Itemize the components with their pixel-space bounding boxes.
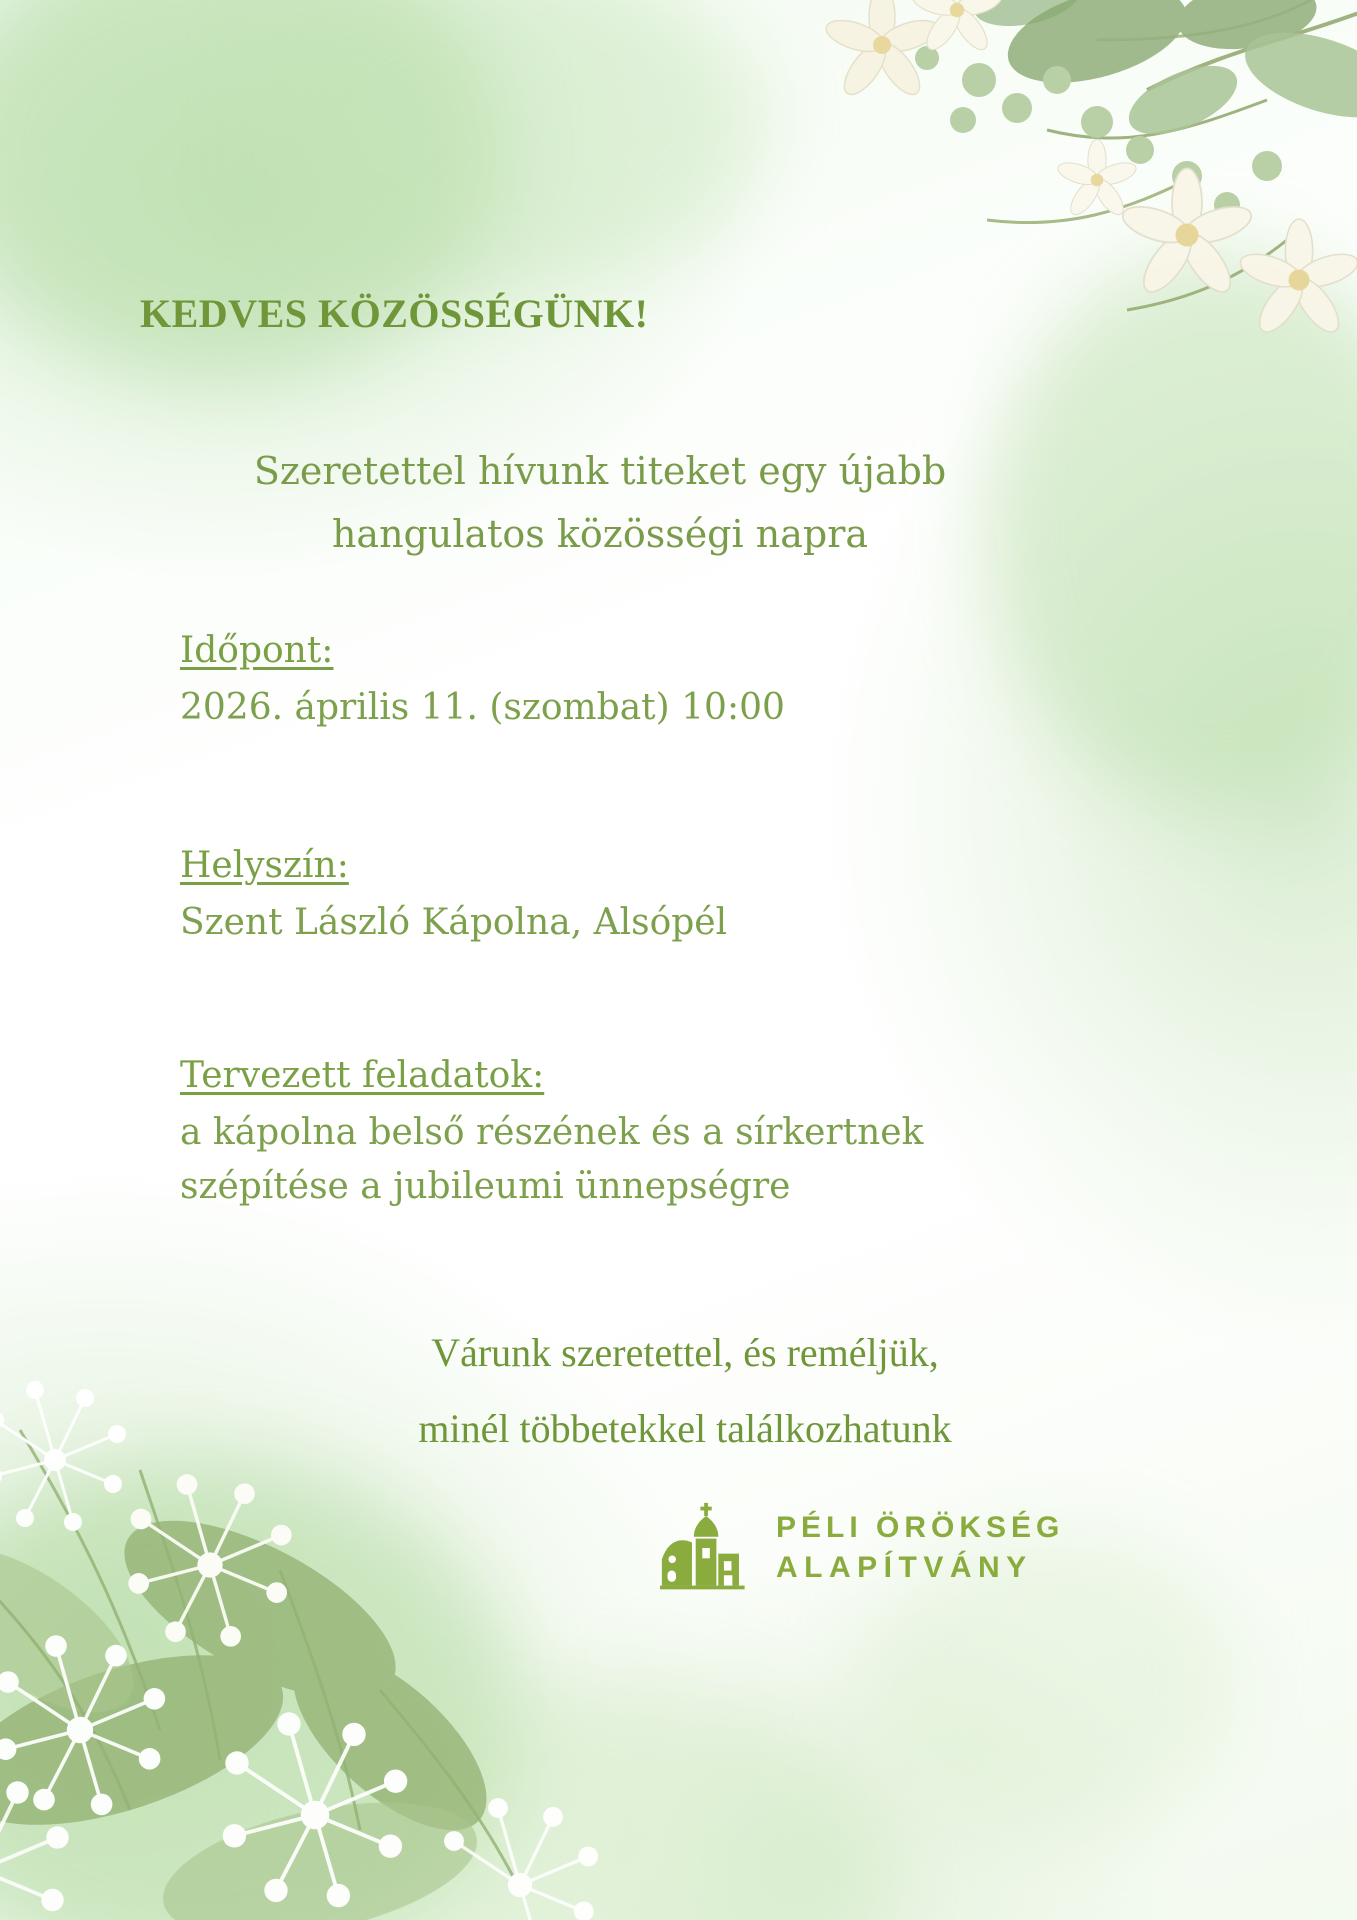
- foundation-name-line-1: PÉLI ÖRÖKSÉG: [776, 1511, 1065, 1545]
- foundation-logo: [660, 1500, 1064, 1596]
- detail-block-tasks: [180, 1055, 923, 1214]
- intro-text: [150, 440, 1050, 565]
- closing-line-2: minél többetekkel találkozhatunk: [418, 1406, 952, 1451]
- detail-block-location: [180, 845, 727, 950]
- detail-label-tasks: Tervezett feladatok:: [180, 1055, 545, 1096]
- detail-value-tasks-line-2: szépítése a jubileumi ünnepségre: [180, 1166, 791, 1207]
- chapel-icon: [660, 1500, 754, 1596]
- detail-value-tasks-line-1: a kápolna belső részének és a sírkertnek: [180, 1112, 924, 1153]
- detail-label-location: Helyszín:: [180, 845, 349, 886]
- closing-line-1: Várunk szeretettel, és reméljük,: [431, 1330, 939, 1375]
- intro-line-1: Szeretettel hívunk titeket egy újabb: [253, 449, 947, 493]
- detail-label-datetime: Időpont:: [180, 630, 334, 671]
- detail-block-datetime: [180, 630, 785, 735]
- foundation-name: [776, 1508, 1064, 1587]
- detail-value-location: Szent László Kápolna, Alsópél: [180, 902, 728, 943]
- detail-value-datetime: 2026. április 11. (szombat) 10:00: [180, 687, 785, 728]
- foundation-name-line-2: ALAPÍTVÁNY: [776, 1551, 1033, 1584]
- intro-line-2: hangulatos közösségi napra: [331, 511, 869, 556]
- page-title: KEDVES KÖZÖSSÉGÜNK!: [140, 291, 649, 336]
- closing-text: [170, 1315, 1200, 1467]
